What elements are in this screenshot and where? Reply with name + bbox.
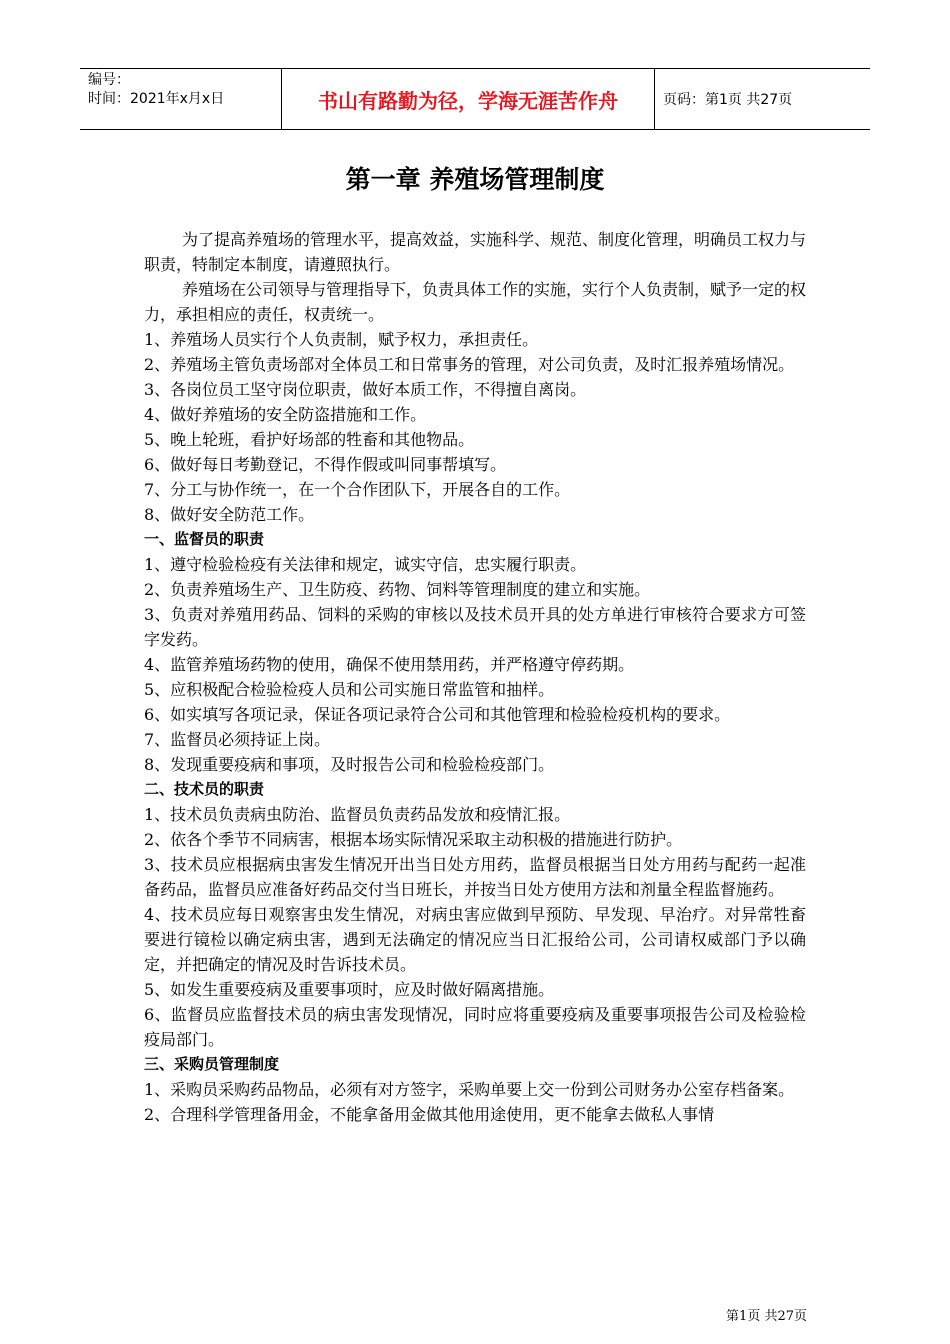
paragraph: 1、遵守检验检疫有关法律和规定，诚实守信，忠实履行职责。 (144, 555, 587, 574)
chapter-title: 第一章 养殖场管理制度 (345, 165, 605, 194)
paragraph: 4、监管养殖场药物的使用，确保不使用禁用药，并严格遵守停药期。 (144, 655, 635, 674)
paragraph: 8、发现重要疫病和事项，及时报告公司和检验检疫部门。 (144, 755, 555, 774)
paragraph: 8、做好安全防范工作。 (144, 505, 315, 524)
paragraph: 7、监督员必须持证上岗。 (144, 730, 331, 749)
header-slogan: 书山有路勤为径，学海无涯苦作舟 (282, 69, 655, 129)
page-header (80, 68, 870, 130)
page-footer: 第1页 共27页 (726, 1309, 807, 1324)
paragraph: 3、技术员应根据病虫害发生情况开出当日处方用药，监督员根据当日处方用药与配药一起准备药品，监督员应准备好药品交付当日班长，并按当日处方使用方法和剂量全程监督施药。 (144, 855, 806, 899)
paragraph: 1、采购员采购药品物品，必须有对方签字，采购单要上交一份到公司财务办公室存档备案。 (144, 1080, 795, 1099)
paragraph: 2、依各个季节不同病害，根据本场实际情况采取主动积极的措施进行防护。 (144, 830, 683, 849)
paragraph: 为了提高养殖场的管理水平，提高效益，实施科学、规范、制度化管理，明确员工权力与职责，特制定本制度，请遵照执行。 (144, 230, 807, 274)
paragraph: 5、如发生重要疫病及重要事项时，应及时做好隔离措施。 (144, 980, 555, 999)
paragraph: 3、各岗位员工坚守岗位职责，做好本质工作，不得擅自离岗。 (144, 380, 587, 399)
paragraph: 4、技术员应每日观察害虫发生情况，对病虫害应做到早预防、早发现、早治疗。对异常牲畜要进行镜检以确定病虫害，遇到无法确定的情况应当日汇报给公司，公司请权威部门予以确定，并把确定的情况及时告诉技术员。 (144, 905, 806, 974)
section-heading: 三、采购员管理制度 (144, 1055, 280, 1073)
paragraph: 5、应积极配合检验检疫人员和公司实施日常监管和抽样。 (144, 680, 555, 699)
paragraph: 6、监督员应监督技术员的病虫害发现情况，同时应将重要疫病及重要事项报告公司及检验检疫局部门。 (144, 1005, 806, 1049)
paragraph: 养殖场在公司领导与管理指导下，负责具体工作的实施，实行个人负责制，赋予一定的权力，承担相应的责任，权责统一。 (144, 280, 807, 324)
paragraph: 2、负责养殖场生产、卫生防疫、药物、饲料等管理制度的建立和实施。 (144, 580, 651, 599)
paragraph: 1、技术员负责病虫防治、监督员负责药品发放和疫情汇报。 (144, 805, 571, 824)
header-number: 编号： (88, 72, 130, 88)
section-heading: 二、技术员的职责 (144, 780, 265, 798)
paragraph: 2、养殖场主管负责场部对全体员工和日常事务的管理，对公司负责，及时汇报养殖场情况。 (144, 355, 795, 374)
paragraph: 7、分工与协作统一，在一个合作团队下，开展各自的工作。 (144, 480, 571, 499)
header-time: 时间：2021年x月x日 (88, 91, 225, 107)
header-meta (80, 69, 282, 129)
document-body (144, 227, 806, 1127)
section-heading: 一、监督员的职责 (144, 530, 265, 548)
paragraph: 2、合理科学管理备用金，不能拿备用金做其他用途使用，更不能拿去做私人事情 (144, 1105, 715, 1124)
paragraph: 4、做好养殖场的安全防盗措施和工作。 (144, 405, 427, 424)
header-page-info: 页码：第1页 共27页 (663, 92, 793, 108)
paragraph: 1、养殖场人员实行个人负责制，赋予权力，承担责任。 (144, 330, 539, 349)
paragraph: 6、做好每日考勤登记，不得作假或叫同事帮填写。 (144, 455, 507, 474)
paragraph: 6、如实填写各项记录，保证各项记录符合公司和其他管理和检验检疫机构的要求。 (144, 705, 731, 724)
paragraph: 5、晚上轮班，看护好场部的牲畜和其他物品。 (144, 430, 475, 449)
paragraph: 3、负责对养殖用药品、饲料的采购的审核以及技术员开具的处方单进行审核符合要求方可签字发药。 (144, 605, 806, 649)
